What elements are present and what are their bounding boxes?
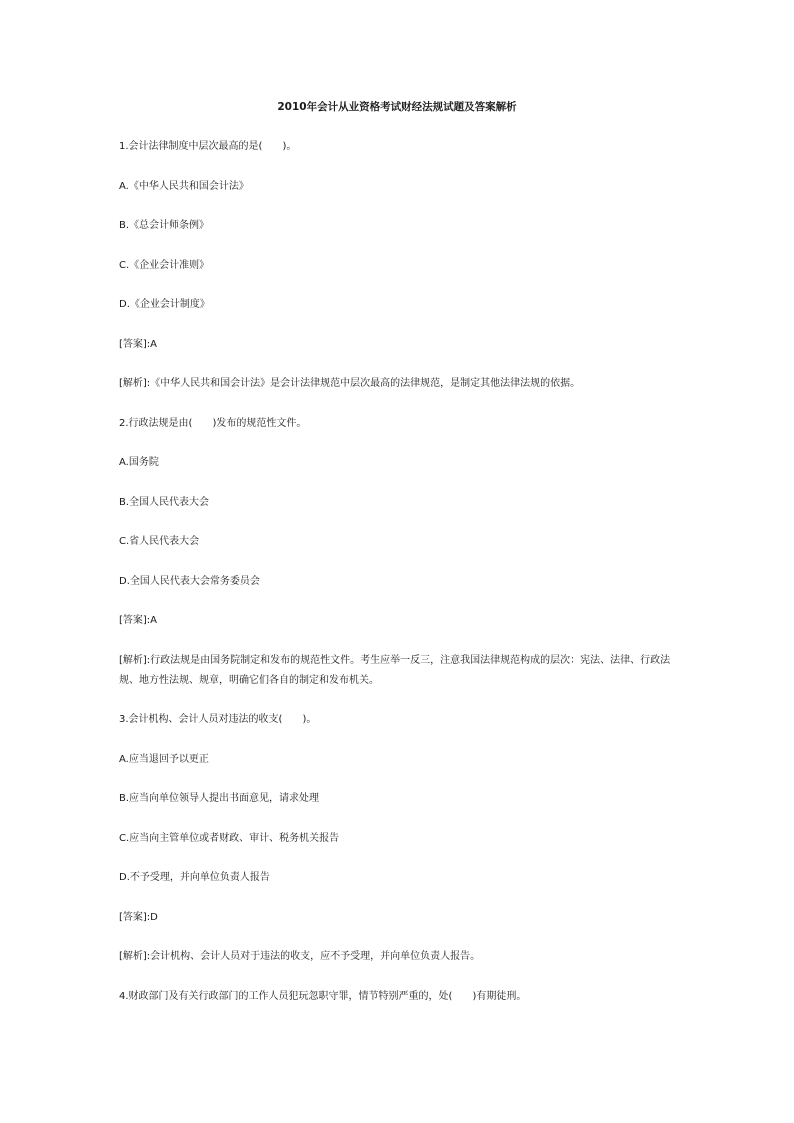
q2-analysis: [解析]:行政法规是由国务院制定和发布的规范性文件。考生应举一反三，注意我国法律规范构成的层次：宪法、法律、行政法规、地方性法规、规章，明确它们各自的制定和发布机关。 [119,655,671,686]
question-4: 4.财政部门及有关行政部门的工作人员犯玩忽职守罪，情节特别严重的，处( )有期徒刑。 [119,991,527,1002]
q2-answer: [答案]:A [119,615,158,626]
q3-option-c: C.应当向主管单位或者财政、审计、税务机关报告 [119,833,340,844]
document-title: 2010年会计从业资格考试财经法规试题及答案解析 [277,101,517,113]
q1-answer: [答案]:A [119,339,158,350]
q3-option-a: A.应当退回予以更正 [119,754,209,765]
q3-analysis: [解析]:会计机构、会计人员对于违法的收支，应不予受理，并向单位负责人报告。 [119,951,481,962]
q1-option-a: A.《中华人民共和国会计法》 [119,181,249,192]
q3-option-d: D.不予受理，并向单位负责人报告 [119,872,270,883]
q3-option-b: B.应当向单位领导人提出书面意见，请求处理 [119,793,320,804]
q2-option-a: A.国务院 [119,457,159,468]
q2-option-b: B.全国人民代表大会 [119,497,210,508]
q2-option-c: C.省人民代表大会 [119,536,200,547]
q2-option-d: D.全国人民代表大会常务委员会 [119,576,260,587]
q3-answer: [答案]:D [119,912,158,923]
q1-option-d: D.《企业会计制度》 [119,299,210,310]
q1-analysis: [解析]:《中华人民共和国会计法》是会计法律规范中层次最高的法律规范，是制定其他法律法规的依据。 [119,378,581,389]
q1-option-c: C.《企业会计准则》 [119,260,210,271]
question-1: 1.会计法律制度中层次最高的是( )。 [119,141,297,152]
question-3: 3.会计机构、会计人员对违法的收支( )。 [119,714,317,725]
question-2: 2.行政法规是由( )发布的规范性文件。 [119,418,307,429]
q1-option-b: B.《总会计师条例》 [119,220,210,231]
